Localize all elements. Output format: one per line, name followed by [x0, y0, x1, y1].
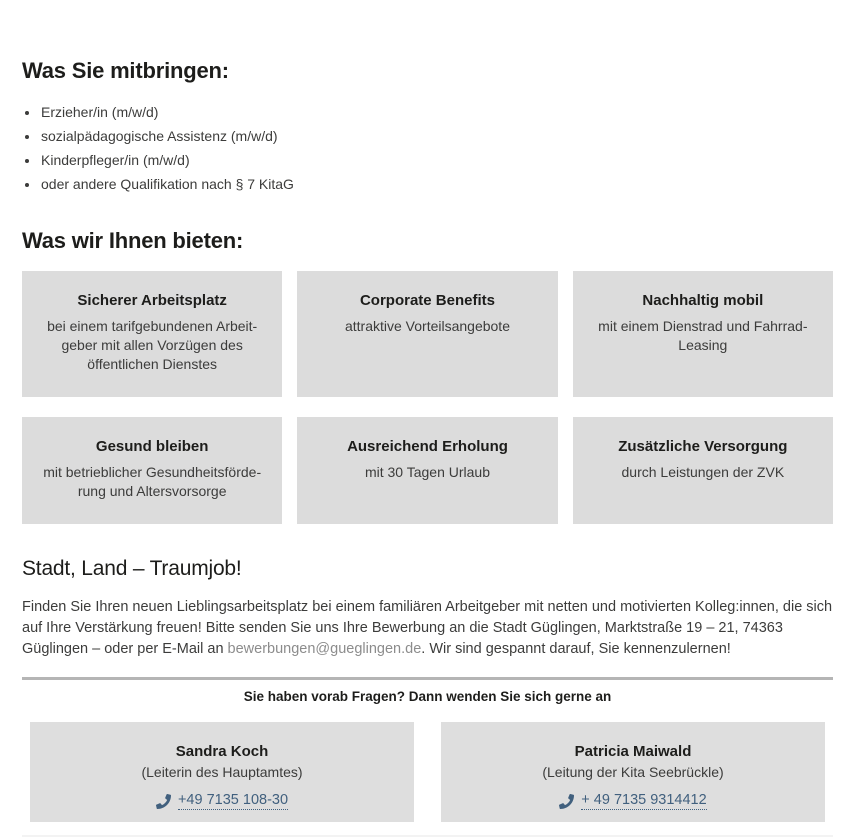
list-item	[25, 153, 833, 168]
contact-card	[30, 722, 414, 822]
outro-text-after-email: . Wir sind gespannt darauf, Sie kennenzulernen!	[421, 641, 731, 657]
list-item	[25, 177, 833, 192]
bullet-icon	[25, 111, 29, 115]
list-item-label: oder andere Qualifikation nach § 7 KitaG	[41, 176, 294, 192]
benefit-card-title: Sicherer Arbeitsplatz	[77, 292, 227, 309]
list-item-label: Kinderpfleger/in (m/w/d)	[41, 152, 190, 168]
outro-text-before-email: Finden Sie Ihren neuen Lieblingsarbeitsplatz bei einem familiären Arbeitgeber mit netten und motivierten Kolleg:innen, die sich auf Ihre Verstärkung freuen! Bitte senden Sie uns Ihre Bewerbung an die Stadt Güglingen, Marktstraße 19 – 21, 74363 Güglingen – oder per E-Mail an	[22, 599, 833, 657]
benefit-card-text: attraktive Vorteilsangebote	[344, 318, 510, 334]
bullet-icon	[25, 135, 29, 139]
benefit-card	[573, 417, 833, 524]
list-item-label: Erzieher/in (m/w/d)	[41, 104, 159, 120]
benefit-cards-grid	[22, 271, 833, 524]
benefit-card	[297, 417, 557, 524]
contact-role: (Leitung der Kita Seebrückle)	[542, 764, 724, 780]
phone-link[interactable]: +49 7135 108-30	[177, 792, 289, 808]
benefit-card	[22, 271, 282, 397]
phone-icon	[156, 794, 171, 809]
benefit-card-text: bei einem tarifgebundenen Arbeit-geber mit allen Vorzügen des öffentlichen Dienstes	[47, 318, 258, 372]
list-item	[25, 105, 833, 120]
benefit-card-text: mit betrieblicher Gesundheitsförde-rung und Altersvorsorge	[43, 464, 262, 499]
phone-link[interactable]: + 49 7135 9314412	[581, 792, 707, 808]
section-title-outro: Stadt, Land – Traumjob!	[22, 557, 242, 580]
section-title-benefits: Was wir Ihnen bieten:	[22, 228, 244, 253]
list-item	[25, 129, 833, 144]
contact-prompt: Sie haben vorab Fragen? Dann wenden Sie sich gerne an	[243, 689, 612, 704]
divider-line	[22, 677, 833, 680]
benefit-card-text: mit 30 Tagen Urlaub	[364, 464, 491, 480]
phone-icon	[559, 794, 574, 809]
benefit-card-title: Zusätzliche Versorgung	[618, 438, 788, 455]
contact-name: Patricia Maiwald	[574, 743, 692, 760]
benefit-card	[297, 271, 557, 397]
contact-name: Sandra Koch	[175, 743, 269, 760]
contact-cards-grid	[30, 722, 825, 822]
outro-paragraph	[22, 597, 833, 660]
benefit-card	[22, 417, 282, 524]
benefit-card-text: mit einem Dienstrad und Fahrrad-Leasing	[598, 318, 808, 353]
contact-role: (Leiterin des Hauptamtes)	[141, 764, 303, 780]
list-item-label: sozialpädagogische Assistenz (m/w/d)	[41, 128, 278, 144]
benefit-card-title: Ausreichend Erholung	[347, 438, 508, 455]
requirements-list	[22, 105, 833, 192]
bullet-icon	[25, 159, 29, 163]
benefit-card-title: Corporate Benefits	[359, 292, 495, 309]
benefit-card-title: Nachhaltig mobil	[642, 292, 764, 309]
email-link[interactable]: bewerbungen@gueglingen.de	[227, 641, 422, 657]
benefit-card	[573, 271, 833, 397]
bullet-icon	[25, 183, 29, 187]
contact-card	[441, 722, 825, 822]
section-title-requirements: Was Sie mitbringen:	[22, 58, 229, 83]
benefit-card-text: durch Leistungen der ZVK	[621, 464, 785, 480]
benefit-card-title: Gesund bleiben	[95, 438, 209, 455]
